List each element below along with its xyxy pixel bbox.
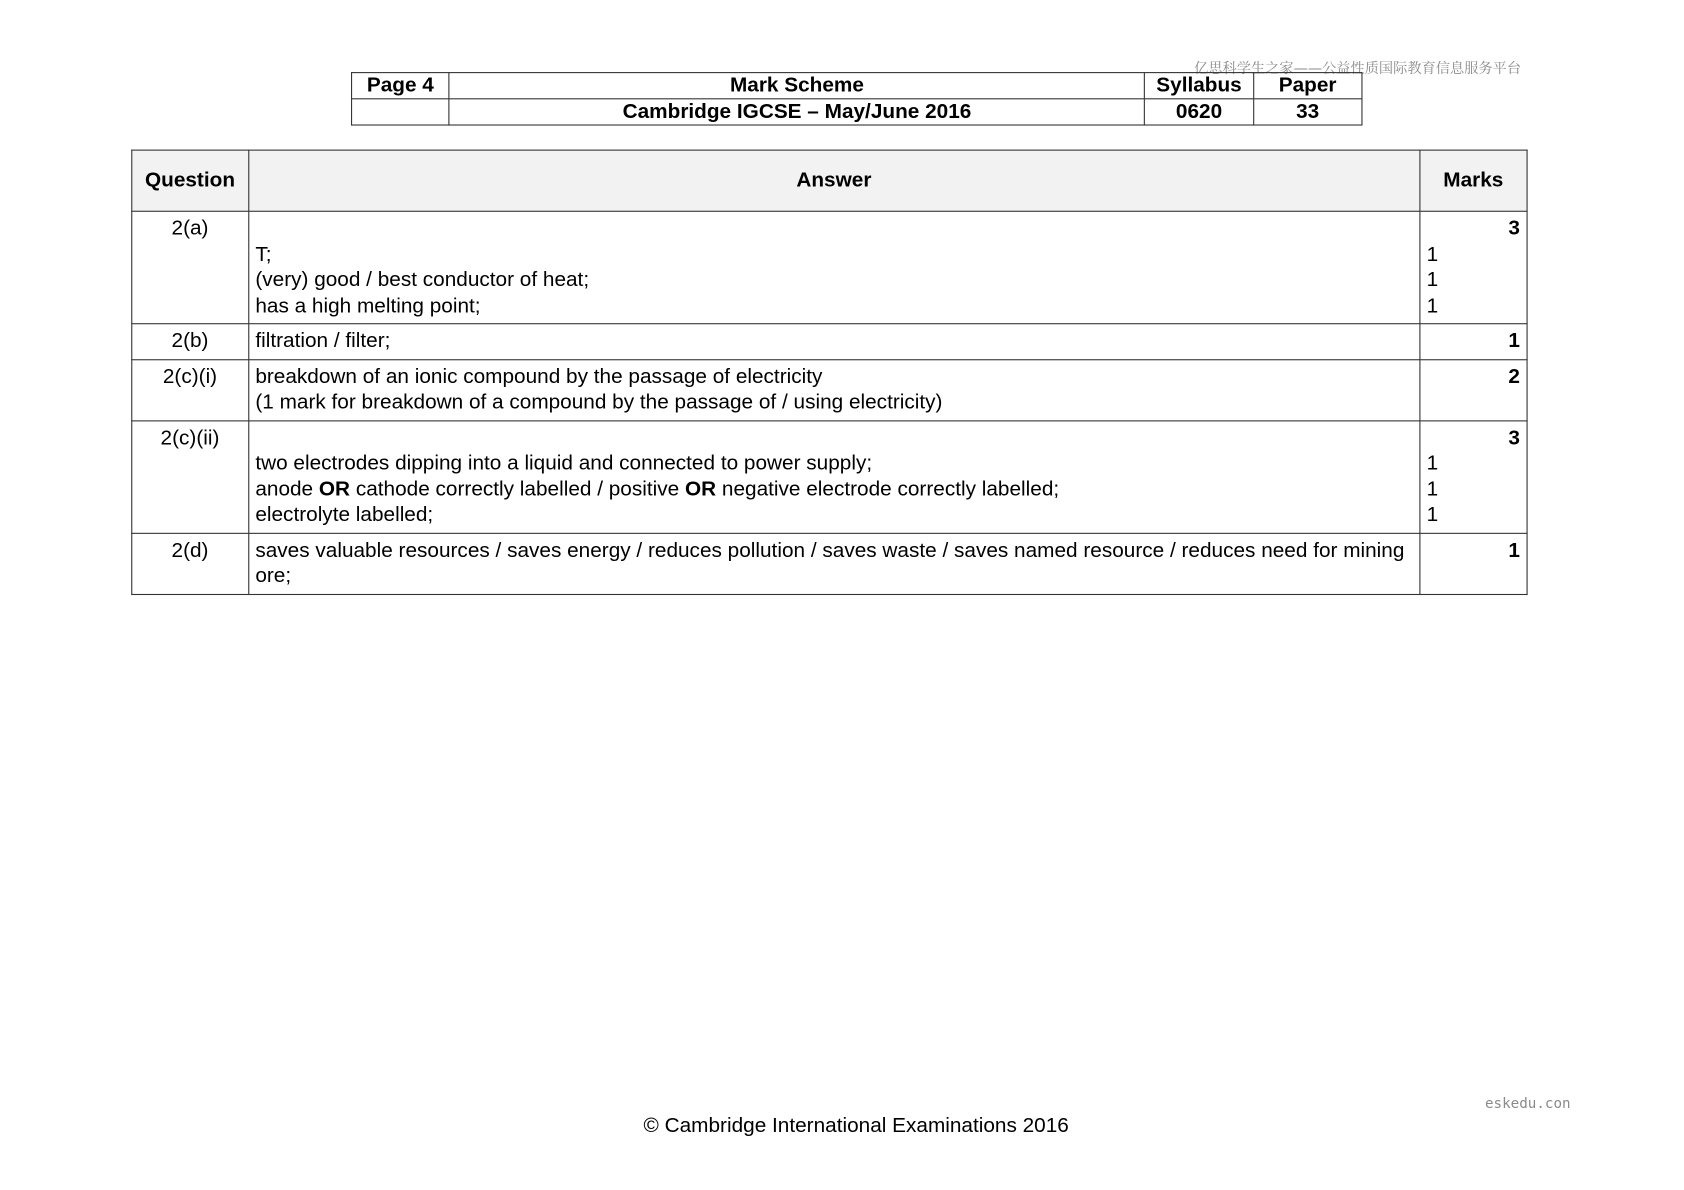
page-header-table — [351, 72, 1362, 125]
answer-line: has a high melting point; — [255, 294, 481, 318]
col-header-question: Question — [132, 150, 248, 211]
question-number: 2(d) — [132, 533, 248, 594]
mark-value: 1 — [1426, 503, 1439, 527]
answer-line: two electrodes dipping into a liquid and connected to power supply; — [255, 452, 873, 475]
question-number: 2(c)(i) — [132, 359, 248, 420]
syllabus-label: Syllabus — [1145, 73, 1254, 99]
marks-cell — [1420, 324, 1528, 359]
watermark-header: 亿思科学生之家——公益性质国际教育信息服务平台 — [1194, 61, 1522, 78]
or-keyword: OR — [318, 477, 351, 501]
page-label: Page 4 — [352, 73, 450, 99]
answer-cell — [248, 324, 1419, 359]
answer-text: cathode correctly labelled / positive — [350, 477, 685, 501]
watermark-footer: eskedu.con — [1484, 1096, 1571, 1113]
answer-text: negative electrode correctly labelled; — [716, 477, 1060, 501]
copyright-footer: © Cambridge International Examinations 2016 — [643, 1114, 1069, 1138]
answer-cell — [248, 359, 1419, 420]
answer-line: electrolyte labelled; — [255, 503, 434, 527]
table-row — [132, 359, 1527, 420]
marks-cell — [1420, 533, 1528, 594]
answer-line: (very) good / best conductor of heat; — [255, 268, 590, 292]
answer-line: T; — [255, 242, 272, 266]
answer-text: saves valuable resources / saves energy / reduces pollution / saves waste / saves named resource / reduces need for mining ore; — [255, 538, 1405, 588]
answer-line: filtration / filter; — [255, 329, 391, 353]
paper-label: Paper — [1253, 73, 1362, 99]
mark-value: 1 — [1426, 268, 1439, 292]
table-row — [132, 420, 1527, 532]
marks-total: 1 — [1508, 538, 1520, 562]
answer-text: anode — [255, 477, 319, 501]
col-header-answer: Answer — [248, 150, 1419, 211]
question-number: 2(b) — [132, 324, 248, 359]
table-row — [132, 211, 1527, 323]
marks-total: 3 — [1508, 426, 1520, 450]
table-row — [132, 533, 1527, 594]
answer-cell — [248, 420, 1419, 532]
table-row — [132, 324, 1527, 359]
table-header-row — [132, 150, 1527, 211]
marks-total: 2 — [1508, 365, 1520, 389]
marks-total: 3 — [1508, 217, 1520, 241]
mark-value: 1 — [1426, 294, 1439, 318]
exam-name: Cambridge IGCSE – May/June 2016 — [449, 99, 1145, 125]
answer-line: breakdown of an ionic compound by the passage of electricity — [255, 365, 823, 389]
answer-line — [255, 477, 1412, 503]
answer-cell — [248, 533, 1419, 594]
marks-cell — [1420, 211, 1528, 323]
answer-line: (1 mark for breakdown of a compound by the passage of / using electricity) — [255, 390, 943, 414]
doc-title: Mark Scheme — [449, 73, 1145, 99]
syllabus-code: 0620 — [1145, 99, 1254, 125]
paper-number: 33 — [1253, 99, 1362, 125]
col-header-marks: Marks — [1420, 150, 1528, 211]
marks-cell — [1420, 420, 1528, 532]
marks-cell — [1420, 359, 1528, 420]
question-number: 2(a) — [132, 211, 248, 323]
mark-value: 1 — [1426, 242, 1439, 266]
mark-value: 1 — [1426, 452, 1439, 475]
empty-cell — [352, 99, 450, 125]
mark-value: 1 — [1426, 477, 1439, 501]
question-number: 2(c)(ii) — [132, 420, 248, 532]
or-keyword: OR — [684, 477, 717, 501]
mark-scheme-table — [131, 150, 1527, 595]
answer-cell — [248, 211, 1419, 323]
marks-total: 1 — [1508, 329, 1520, 353]
